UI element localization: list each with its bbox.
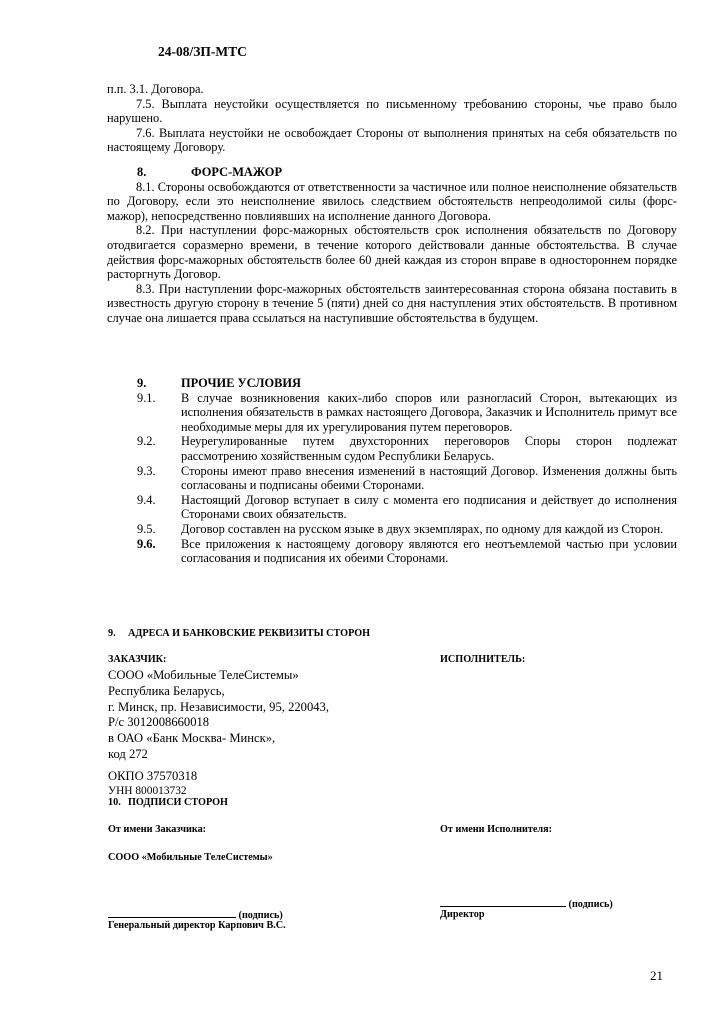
list-item: [107, 493, 677, 522]
paragraph-7-6: 7.6. Выплата неустойки не освобождает Стороны от выполнения принятых на себя обязательств по настоящему Договору.: [107, 125, 677, 155]
customer-address-line: в ОАО «Банк Москва- Минск»,: [108, 731, 276, 746]
signature-underline: [440, 896, 566, 907]
customer-company-name: СООО «Мобильные ТелеСистемы»: [108, 852, 273, 863]
customer-label: ЗАКАЗЧИК:: [108, 654, 167, 665]
contractor-signature-line: [440, 896, 613, 910]
section-8-heading: [107, 165, 677, 180]
customer-on-behalf: От имени Заказчика:: [108, 824, 207, 835]
section-7-continuation: [107, 82, 677, 155]
signatures-title: ПОДПИСИ СТОРОН: [128, 797, 228, 808]
item-number: 9.5.: [137, 521, 156, 536]
contractor-label: ИСПОЛНИТЕЛЬ:: [440, 654, 526, 665]
customer-address-line: СООО «Мобильные ТелеСистемы»: [108, 668, 299, 682]
signature-caption: (подпись): [568, 899, 613, 910]
unn-code: УНН 800013732: [108, 784, 187, 797]
section-8-number: 8.: [137, 165, 147, 179]
addresses-number: 9.: [108, 628, 116, 639]
item-text: Договор составлен на русском языке в двух экземплярах, по одному для каждой из Сторон.: [181, 521, 664, 536]
section-other-terms: [107, 376, 677, 566]
addresses-title: АДРЕСА И БАНКОВСКИЕ РЕКВИЗИТЫ СТОРОН: [128, 628, 371, 639]
okpo-code: ОКПО 37570318: [108, 769, 198, 783]
customer-address-line: г. Минск, пр. Независимости, 95, 220043,: [108, 699, 330, 714]
addresses-heading: [108, 628, 370, 639]
customer-codes-block: [108, 769, 197, 797]
paragraph-8-3: 8.3. При наступлении форс-мажорных обстоятельств заинтересованная сторона обязана поставить в известность другую сторону в течение 5 (пяти) дней со дня наступления этих обстоятельств. В противном случае она лишается права ссылаться на наступившие обстоятельства в будущем.: [107, 281, 677, 325]
list-item: [107, 434, 677, 463]
signatures-number: 10.: [108, 797, 121, 808]
customer-signature-line: [108, 907, 283, 921]
list-item: [107, 391, 677, 435]
item-text: Неурегулированные путем двухсторонних переговоров Споры сторон подлежат рассмотрению хозяйственным судом Республики Беларусь.: [181, 434, 677, 463]
signature-caption: (подпись): [238, 910, 283, 921]
customer-address-line: Р/с 3012008660018: [108, 715, 210, 730]
signatures-heading: [108, 797, 228, 808]
item-text: Стороны имеют право внесения изменений в настоящий Договор. Изменения должны быть согласованы и подписаны обеими Сторонами.: [181, 463, 677, 493]
paragraph-7-5: 7.5. Выплата неустойки осуществляется по письменному требованию стороны, чье право было нарушено.: [107, 96, 677, 126]
item-number: 9.4.: [137, 492, 156, 507]
customer-signatory: Генеральный директор Карпович В.С.: [108, 920, 286, 931]
list-item: [107, 522, 677, 537]
paragraph-8-2: 8.2. При наступлении форс-мажорных обстоятельств срок исполнения обязательств по Договору отодвигается соразмерно времени, в течение которого действовали данные обстоятельства. В случае действия форс-мажорных обстоятельств более 60 дней каждая из сторон вправе в одностороннем порядке расторгнуть Договор.: [107, 223, 677, 282]
section-9-number: 9.: [137, 376, 147, 390]
item-number: 9.3.: [137, 463, 156, 478]
list-item: [107, 537, 677, 566]
item-number: 9.2.: [137, 434, 156, 449]
document-code: 24-08/ЗП-МТС: [158, 44, 247, 59]
customer-address-line: код 272: [108, 746, 148, 761]
customer-address-line: Республика Беларусь,: [108, 683, 225, 698]
section-9-heading: [107, 376, 677, 391]
section-8-title: ФОРС-МАЖОР: [191, 165, 283, 179]
paragraph-8-1: 8.1. Стороны освобождаются от ответственности за частичное или полное неисполнение обязательств по Договору, если это неисполнение явилось следствием обстоятельств непреодолимой силы (форс-мажор), непосредственно повлиявших на исполнение данного Договора.: [107, 179, 677, 223]
contractor-on-behalf: От имени Исполнителя:: [440, 824, 552, 835]
list-item: [107, 464, 677, 493]
section-9-title: ПРОЧИЕ УСЛОВИЯ: [181, 376, 302, 390]
item-number: 9.1.: [137, 390, 156, 405]
item-text: Настоящий Договор вступает в силу с момента его подписания и действует до исполнения Сторонами своих обязательств.: [181, 492, 677, 522]
page-number: 21: [650, 968, 663, 983]
item-text: В случае возникновения каких-либо споров или разногласий Сторон, вытекающих из исполнения обязательств в рамках настоящего Договора, Заказчик и Исполнитель примут все необходимые меры для их урегулирования путем переговоров.: [181, 390, 677, 434]
section-force-majeure: [107, 165, 677, 326]
signature-underline: [108, 907, 236, 918]
contractor-signatory: Директор: [440, 909, 485, 920]
customer-address-block: [108, 668, 329, 763]
continuation-lead: п.п. 3.1. Договора.: [107, 82, 204, 96]
item-number: 9.6.: [137, 536, 156, 551]
item-text: Все приложения к настоящему договору являются его неотъемлемой частью при условии согласования и подписания их обеими Сторонами.: [181, 536, 677, 566]
